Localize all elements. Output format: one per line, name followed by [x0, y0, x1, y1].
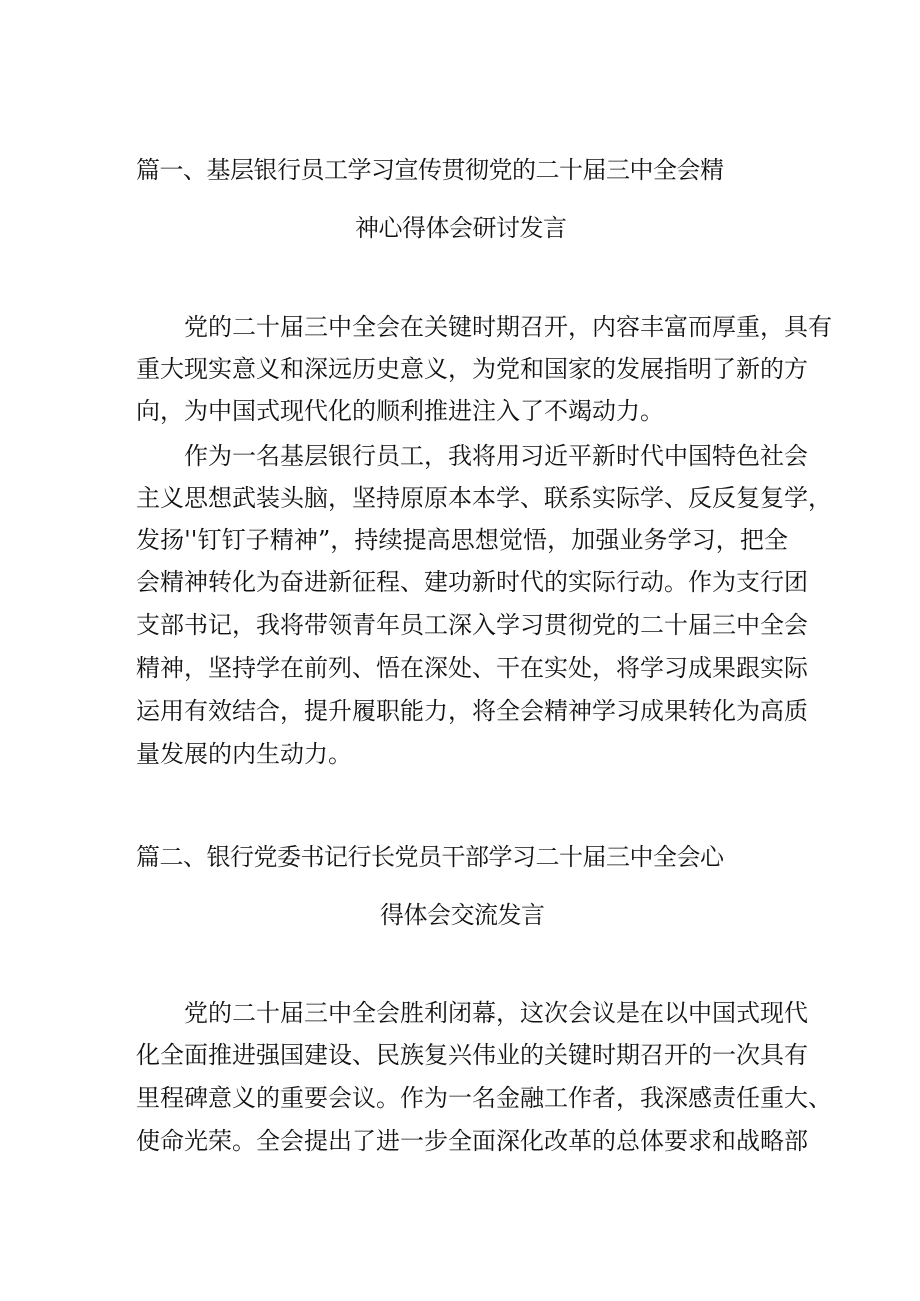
section2-title-line1: 篇二、银行党委书记行长党员干部学习二十届三中全会心 — [136, 843, 724, 871]
section1-p2-line1: 作为一名基层银行员工，我将用习近平新时代中国特色社会 — [184, 442, 808, 470]
section2-p1-line2: 化全面推进强国建设、民族复兴伟业的关键时期召开的一次具有 — [136, 1041, 808, 1069]
section2-p1-line1: 党的二十届三中全会胜利闭幕，这次会议是在以中国式现代 — [184, 999, 808, 1027]
section1-p2-line5: 支部书记，我将带领青年员工深入学习贯彻党的二十届三中全会 — [136, 611, 808, 639]
section1-p1-line2: 重大现实意义和深远历史意义，为党和国家的发展指明了新的方 — [136, 355, 808, 383]
section1-p1-line3: 向，为中国式现代化的顺利推进注入了不竭动力。 — [136, 397, 664, 425]
section1-p2-line3: 发扬''钉钉子精神”，持续提高思想觉悟，加强业务学习，把全 — [136, 526, 788, 554]
section1-p2-line6: 精神，坚持学在前列、悟在深处、干在实处，将学习成果跟实际 — [136, 654, 808, 682]
section1-p2-line7: 运用有效结合，提升履职能力，将全会精神学习成果转化为高质 — [136, 697, 808, 725]
section2-p1-line3: 里程碑意义的重要会议。作为一名金融工作者，我深感责任重大、 — [136, 1084, 832, 1112]
section1-title-line2: 神心得体会研讨发言 — [355, 214, 567, 242]
section1-title-line1: 篇一、基层银行员工学习宣传贯彻党的二十届三中全会精 — [136, 156, 724, 184]
section1-p2-line2: 主义思想武装头脑，坚持原原本本学、联系实际学、反反复复学， — [136, 484, 832, 512]
section2-p1-line4: 使命光荣。全会提出了进一步全面深化改革的总体要求和战略部 — [136, 1127, 808, 1155]
section2-title-line2: 得体会交流发言 — [380, 901, 545, 929]
section1-p2-line8: 量发展的内生动力。 — [136, 740, 352, 768]
section1-p1-line1: 党的二十届三中全会在关键时期召开，内容丰富而厚重，具有 — [184, 313, 832, 341]
section1-p2-line4: 会精神转化为奋进新征程、建功新时代的实际行动。作为支行团 — [136, 568, 808, 596]
